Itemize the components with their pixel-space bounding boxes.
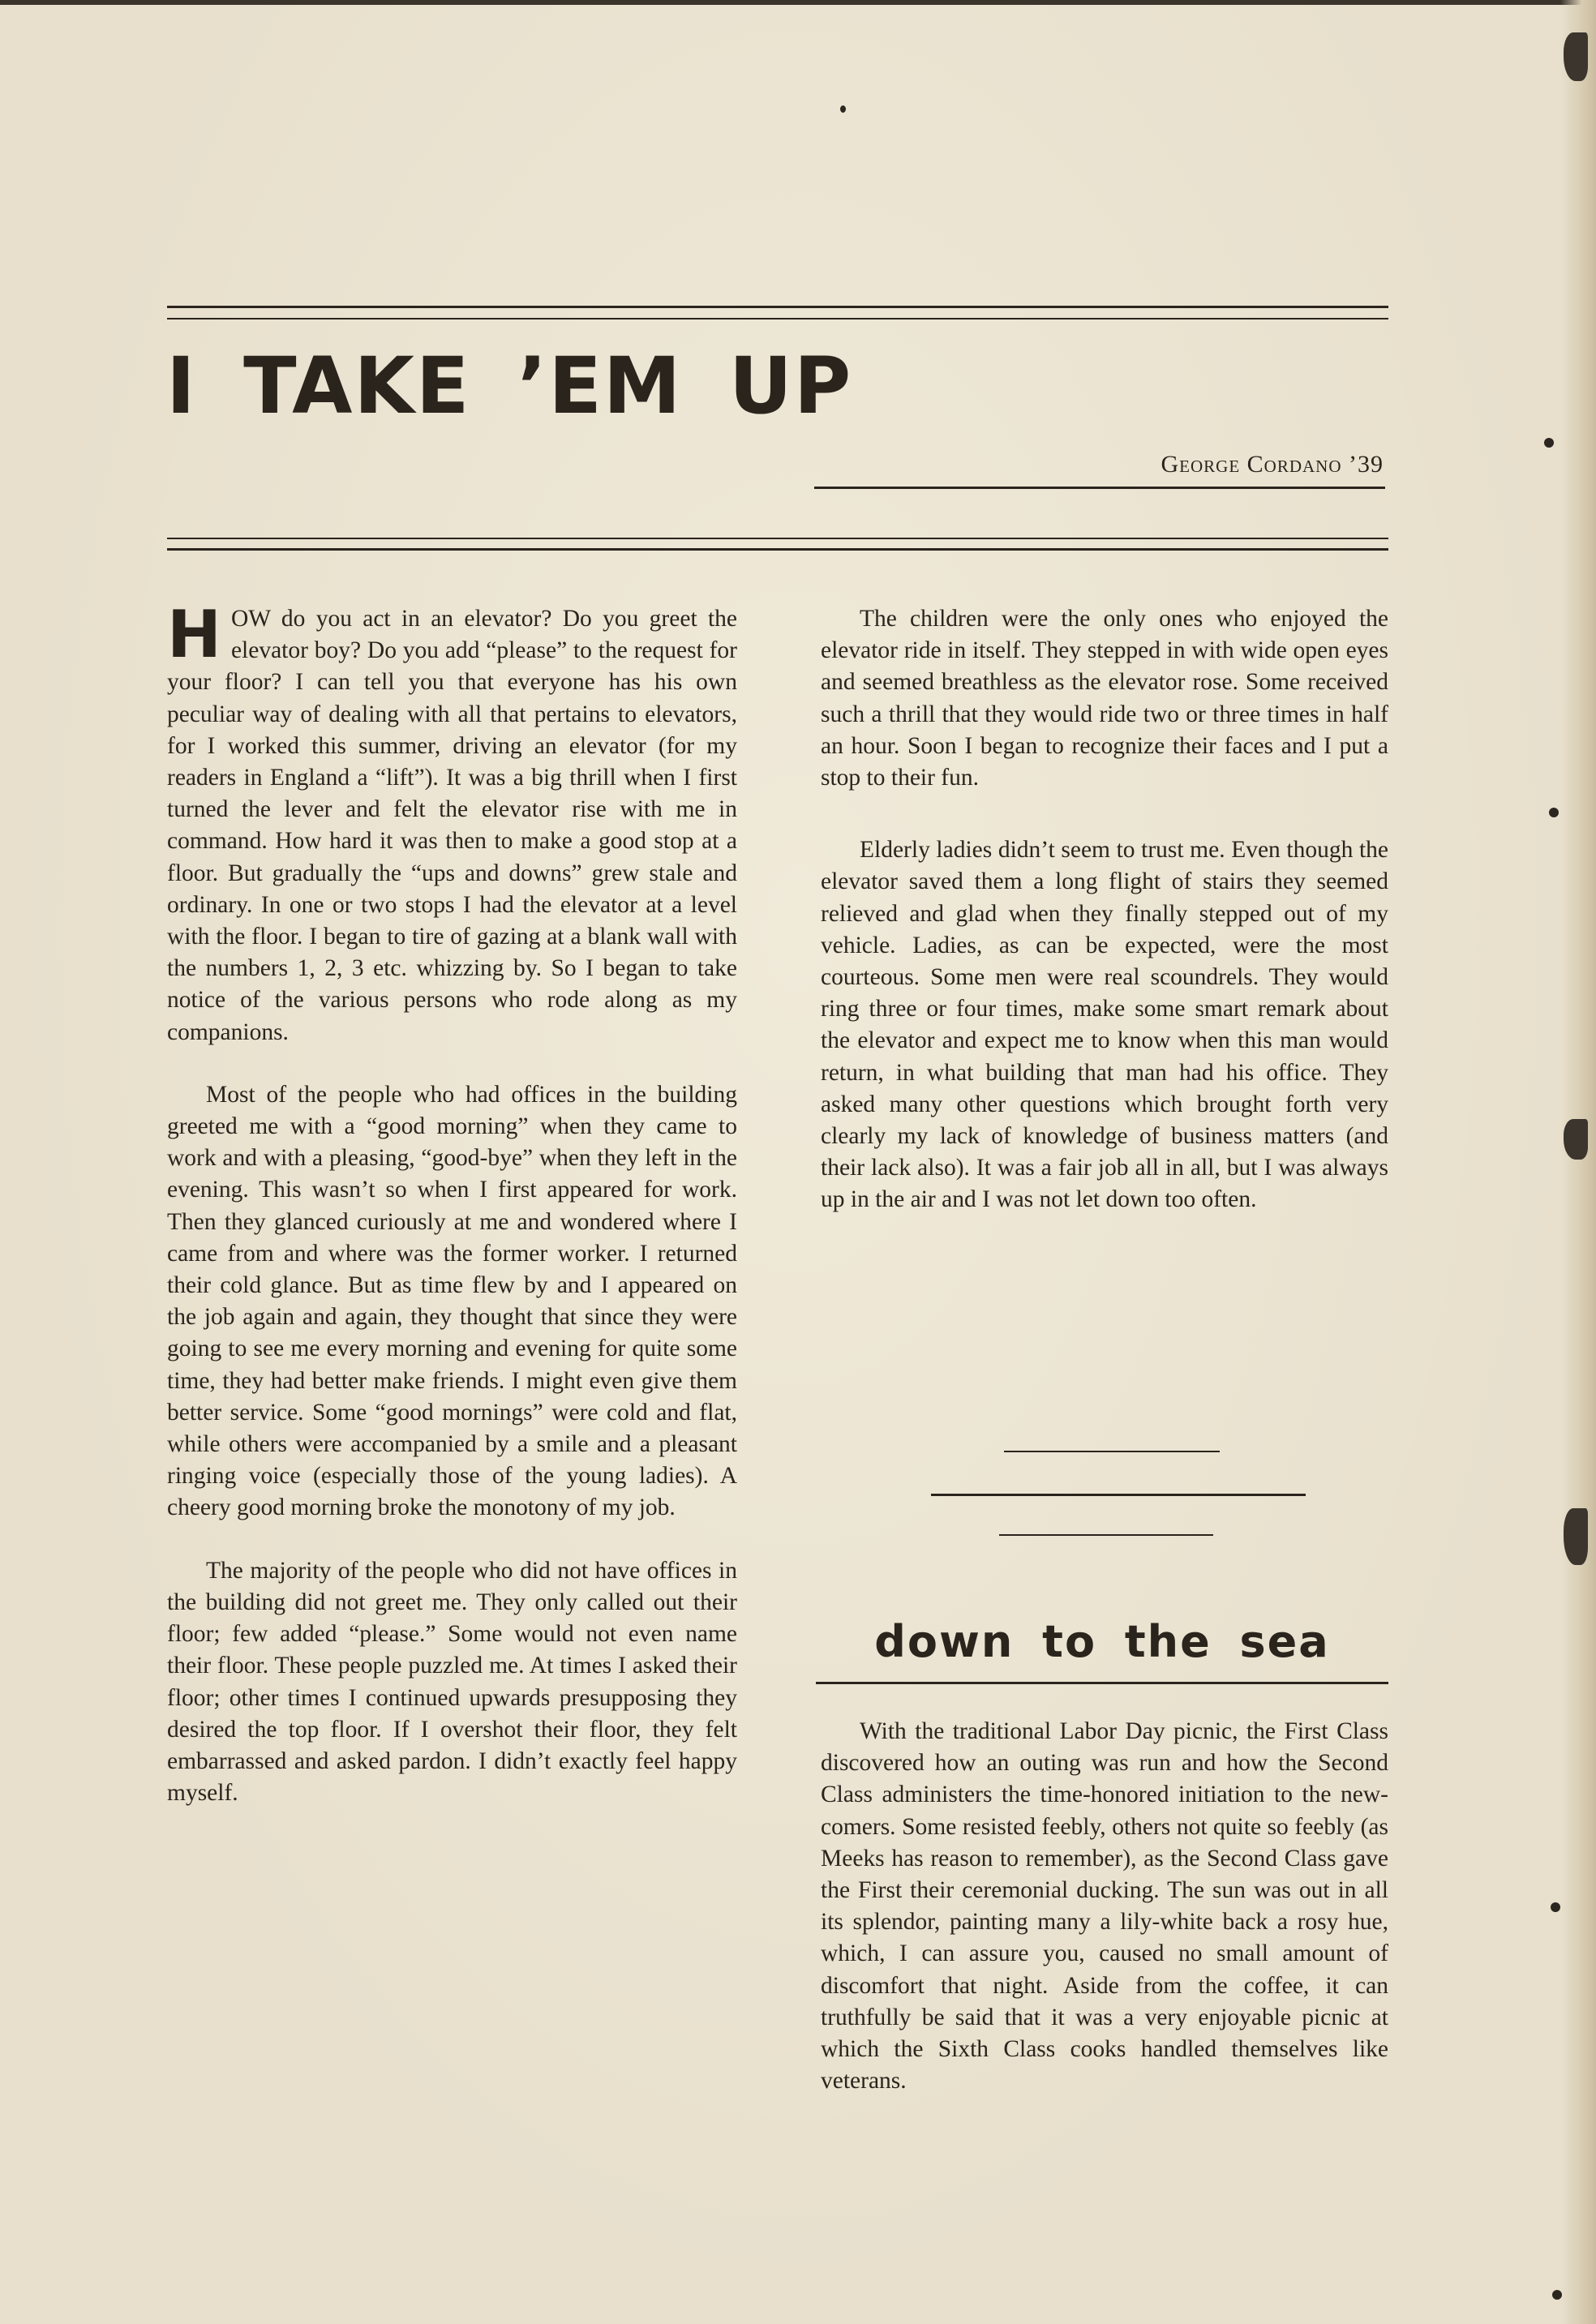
- drop-cap: H: [167, 597, 221, 672]
- page-right-edge: [1560, 0, 1596, 2324]
- section-column: [821, 1716, 1388, 2097]
- section-paragraph: With the traditional Labor Day picnic, the First Class discovered how an outing was run and how the Second Class administers the time-honored initiation to the new-comers. Some resisted feebly, others not quite so feebly (as Meeks has reason to remember), as the Second Class gave the First their ceremonial ducking. The sun was out in all its splendor, painting many a lily-white back a rosy hue, which, I can assure you, caused no small amount of discomfort that night. Aside from the coffee, it can truthfully be said that it was a very enjoyable picnic at which the Sixth Class cooks handled themselves like veterans.: [821, 1718, 1388, 2095]
- byline-rule: [814, 487, 1385, 489]
- section-title-rule: [816, 1682, 1388, 1684]
- article-title: I TAKE ’EM UP: [166, 341, 853, 431]
- separator-rule: [931, 1494, 1306, 1496]
- section-title: down to the sea: [874, 1616, 1330, 1667]
- title-top-rule-thin: [167, 318, 1388, 319]
- page-top-edge: [0, 0, 1596, 5]
- page-speck: [1551, 1902, 1560, 1912]
- page-speck: [1549, 808, 1559, 817]
- page-speck: [1552, 2290, 1562, 2300]
- title-top-rule: [167, 306, 1388, 308]
- page-tear-mark: [1564, 1508, 1588, 1565]
- page-speck: [840, 105, 846, 113]
- article-byline: George Cordano ’39: [1161, 451, 1384, 478]
- article-paragraph: Most of the people who had offices in the building greeted me with a “good morning” when they came to work and with a pleasing, “good-bye” when they left in the evening. This wasn’t so when I first appeared for work. Then they glanced curiously at me and wondered where I came from and where was the former worker. I returned their cold glance. But as time flew by and I appeared on the job again and again, they thought that since they were going to see me every morning and evening for quite some time, they had better make friends. I might even give them better service. Some “good mornings” were cold and flat, while others were accompanied by a smile and a pleasant ringing voice (especially those of the young ladies). A cheery good morning broke the monotony of my job.: [167, 1081, 737, 1521]
- article-paragraph: The majority of the people who did not have offices in the building did not greet me. They only called out their floor; few added “please.” Some would not even name their floor. These people puzzled me. At times I asked their floor; other times I continued upwards presupposing they desired the top floor. If I overshot their floor, they felt embarrassed and asked pardon. I didn’t exactly feel happy myself.: [167, 1557, 737, 1807]
- separator-rule: [1004, 1451, 1220, 1452]
- article-paragraph: The children were the only ones who enjoyed the elevator ride in itself. They stepped in with wide open eyes and seemed breathless as the elevator rose. Some received such a thrill that they would ride two or three times in half an hour. Soon I began to recognize their faces and I put a stop to their fun.: [821, 606, 1388, 791]
- body-top-rule-thin: [167, 538, 1388, 539]
- article-paragraph: Elderly ladies didn’t seem to trust me. Even though the elevator saved them a long flight of stairs they seemed relieved and glad when they finally stepped out of my vehicle. Ladies, as can be expected, were the most courteous. Some men were real scoundrels. They would ring three or four times, make some smart remark about the elevator and expect me to know when this man would return, in what building that man had his office. They asked many other questions which brought forth very clearly my lack of knowledge of business matters (and their lack also). It was a fair job all in all, but I was always up in the air and I was not let down too often.: [821, 837, 1388, 1213]
- page-tear-mark: [1564, 1119, 1588, 1160]
- article-left-column: [167, 597, 737, 1809]
- page-tear-mark: [1564, 32, 1588, 81]
- separator-rule: [999, 1534, 1213, 1536]
- body-top-rule: [167, 548, 1388, 551]
- article-paragraph: [167, 597, 737, 1048]
- page-speck: [1544, 438, 1554, 448]
- paragraph-text: OW do you act in an elevator? Do you greet the elevator boy? Do you add “please” to the request for your floor? I can tell you that everyone has his own peculiar way of dealing with all that pertains to elevators, for I worked this summer, driving an elevator (for my readers in England a “lift”). It was a big thrill when I first turned the lever and felt the elevator rise with me in command. How hard it was then to make a good stop at a floor. But gradually the “ups and downs” grew stale and ordinary. In one or two stops I had the elevator at a level with the floor. I began to tire of gazing at a blank wall with the numbers 1, 2, 3 etc. whizzing by. So I began to take notice of the various persons who rode along as my companions.: [167, 606, 737, 1045]
- article-right-column: [821, 603, 1388, 1216]
